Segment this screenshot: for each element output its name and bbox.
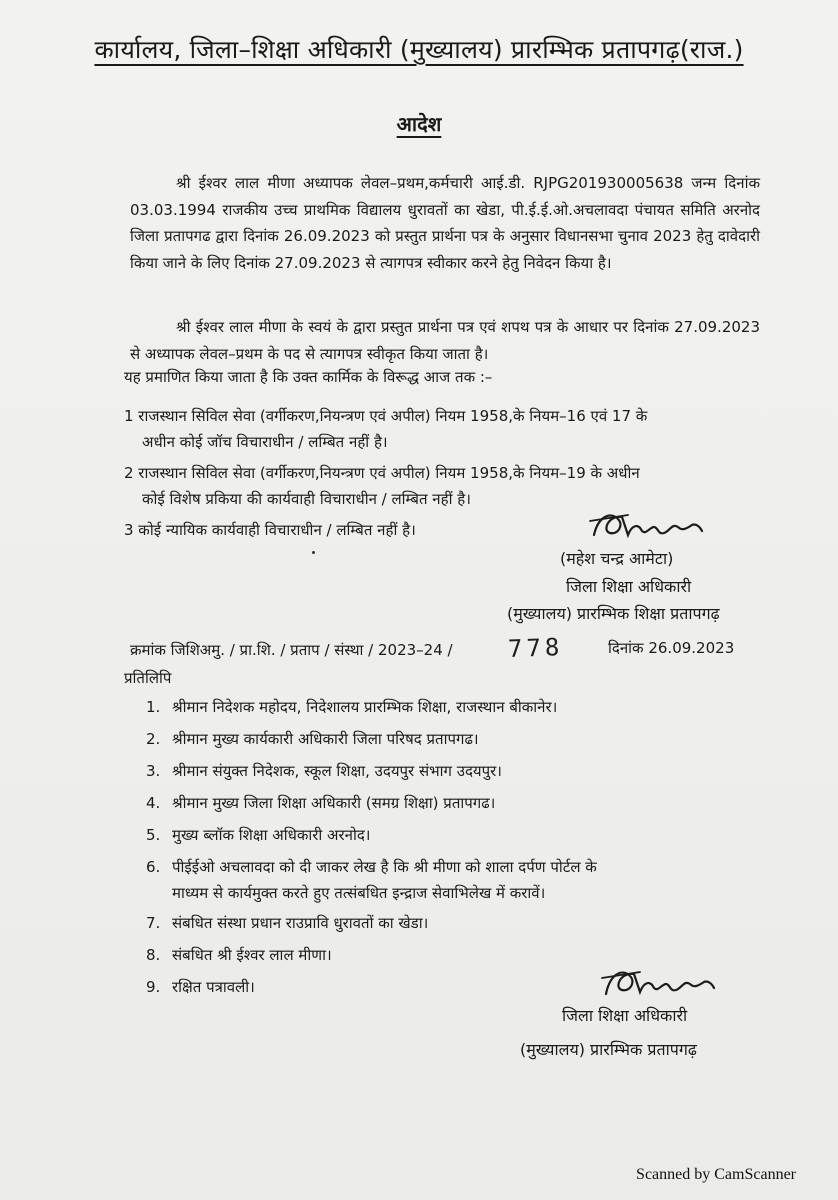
copy-list-item: 6. पीईईओ अचलावदा को दी जाकर लेख है कि श्री मीणा को शाला दर्पण पोर्टल के	[146, 858, 597, 876]
reference-date: दिनांक 26.09.2023	[608, 639, 735, 657]
copy-list-item: 9. रक्षित पत्रावली।	[146, 978, 255, 996]
scan-speck	[312, 551, 315, 554]
scanner-watermark: Scanned by CamScanner	[636, 1166, 796, 1183]
order-paragraph-2: श्री ईश्वर लाल मीणा के स्वयं के द्वारा प्रस्तुत प्रार्थना पत्र एवं शपथ पत्र के आधार पर दिनांक 27.09.2023 से अध्यापक लेवल–प्रथम के पद से त्यागपत्र स्वीकृत किया जाता है।	[130, 318, 760, 363]
copy-list-item: 4. श्रीमान मुख्य जिला शिक्षा अधिकारी (समग्र शिक्षा) प्रतापगढ।	[146, 794, 496, 812]
copy-list-item: 1. श्रीमान निदेशक महोदय, निदेशालय प्रारम्भिक शिक्षा, राजस्थान बीकानेर।	[146, 698, 558, 716]
copy-list-item: 5. मुख्य ब्लॉक शिक्षा अधिकारी अरनोद।	[146, 826, 371, 844]
signatory-1-office: (मुख्यालय) प्रारम्भिक शिक्षा प्रतापगढ़	[507, 604, 720, 623]
signature-mark	[588, 505, 708, 545]
signature-mark	[600, 960, 720, 1004]
copy-list-item: 8. संबधित श्री ईश्वर लाल मीणा।	[146, 946, 332, 964]
order-paragraph-1: श्री ईश्वर लाल मीणा अध्यापक लेवल–प्रथम,कर्मचारी आई.डी. RJPG201930005638 जन्म दिनांक 03.03.1994 राजकीय उच्च प्राथमिक विद्यालय धुरावतों का खेडा, पी.ई.ई.ओ.अचलावदा पंचायत समिति अरनोद जिला प्रतापगढ द्वारा दिनांक 26.09.2023 को प्रस्तुत प्रार्थना पत्र के अनुसार विधानसभा चुनाव 2023 हेतु दावेदारी किया जाने के लिए दिनांक 27.09.2023 से त्यागपत्र स्वीकार करने हेतु निवेदन किया है।	[130, 174, 760, 272]
signatory-2-designation: जिला शिक्षा अधिकारी	[562, 1006, 688, 1025]
copy-list-item: 7. संबधित संस्था प्रधान राउप्रावि धुरावतों का खेडा।	[146, 914, 429, 932]
certification-line: यह प्रमाणित किया जाता है कि उक्त कार्मिक के विरूद्ध आज तक :–	[124, 368, 493, 386]
copy-list-item: 3. श्रीमान संयुक्त निदेशक, स्कूल शिक्षा, उदयपुर संभाग उदयपुर।	[146, 762, 502, 780]
signatory-2-office: (मुख्यालय) प्रारम्भिक प्रतापगढ़	[520, 1040, 697, 1059]
certify-point-2: 2 राजस्थान सिविल सेवा (वर्गीकरण,नियन्त्रण एवं अपील) नियम 1958,के नियम–19 के अधीन	[124, 464, 640, 482]
certify-point-3: 3 कोई न्यायिक कार्यवाही विचाराधीन / लम्बित नहीं है।	[124, 521, 416, 539]
order-title: आदेश	[396, 112, 442, 136]
certify-point-1-cont: अधीन कोई जॉच विचाराधीन / लम्बित नहीं है।	[142, 433, 388, 451]
certify-point-2-cont: कोई विशेष प्रकिया की कार्यवाही विचाराधीन / लम्बित नहीं है।	[142, 490, 471, 508]
signatory-1-designation: जिला शिक्षा अधिकारी	[566, 577, 692, 596]
copy-list-item: 2. श्रीमान मुख्य कार्यकारी अधिकारी जिला परिषद प्रतापगढ।	[146, 730, 479, 748]
copy-to-label: प्रतिलिपि	[124, 669, 172, 687]
signatory-1-name: (महेश चन्द्र आमेटा)	[560, 549, 674, 568]
certify-point-1: 1 राजस्थान सिविल सेवा (वर्गीकरण,नियन्त्रण एवं अपील) नियम 1958,के नियम–16 एवं 17 के	[124, 407, 648, 425]
reference-number-label: क्रमांक जिशिअमु. / प्रा.शि. / प्रताप / संस्था / 2023–24 /	[130, 641, 453, 659]
copy-list-item-cont: माध्यम से कार्यमुक्त करते हुए तत्संबधित इन्द्राज सेवाभिलेख में करावें।	[172, 884, 546, 902]
reference-number-handwritten: 778	[507, 633, 564, 663]
office-heading: कार्यालय, जिला–शिक्षा अधिकारी (मुख्यालय) प्रारम्भिक प्रतापगढ़(राज.)	[94, 35, 744, 64]
